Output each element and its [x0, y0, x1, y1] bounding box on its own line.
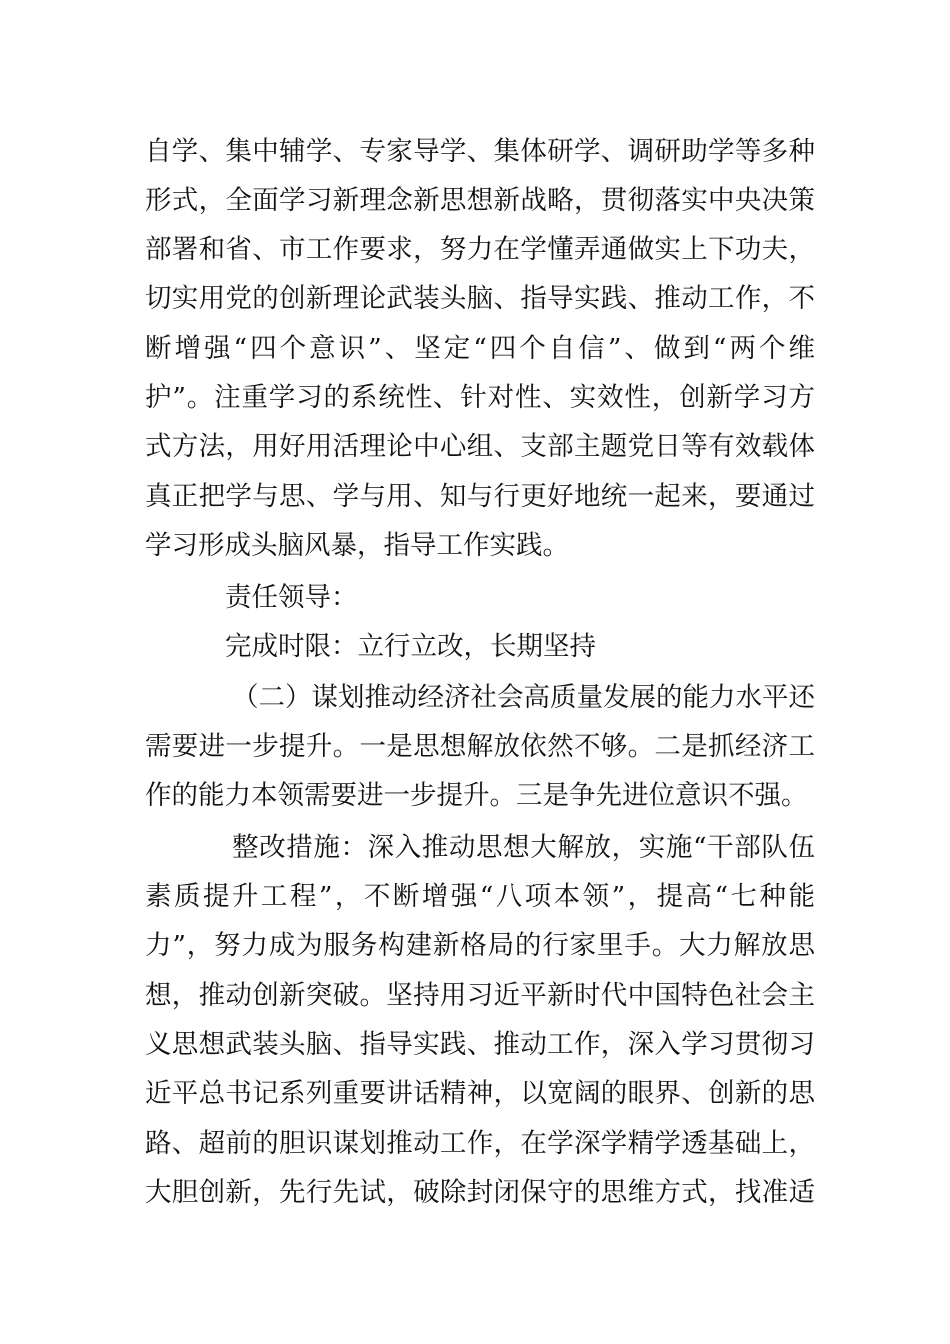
section-heading: （二）谋划推动经济社会高质量发展的能力水平还: [232, 682, 815, 713]
deadline-line: 完成时限：立行立改，长期坚持: [225, 631, 596, 662]
measures-heading: 整改措施：深入推动思想大解放，实施“干部队伍: [232, 832, 815, 863]
text-line: 路、超前的胆识谋划推动工作，在学深学精学透基础上，: [145, 1128, 815, 1159]
text-line: 近平总书记系列重要讲话精神，以宽阔的眼界、创新的思: [145, 1078, 815, 1109]
text-line: 断增强“四个意识”、坚定“四个自信”、做到“两个维: [145, 333, 815, 364]
text-line: 大胆创新，先行先试，破除封闭保守的思维方式，找准适: [145, 1177, 815, 1208]
text-line: 力”，努力成为服务构建新格局的行家里手。大力解放思: [145, 930, 815, 961]
text-line: 真正把学与思、学与用、知与行更好地统一起来，要通过: [145, 481, 815, 512]
text-line: 需要进一步提升。一是思想解放依然不够。二是抓经济工: [145, 731, 815, 762]
text-line: 想，推动创新突破。坚持用习近平新时代中国特色社会主: [145, 980, 815, 1011]
text-line: 部署和省、市工作要求，努力在学懂弄通做实上下功夫，: [145, 234, 815, 265]
text-line: 式方法，用好用活理论中心组、支部主题党日等有效载体: [145, 431, 815, 462]
responsible-leader-label: 责任领导：: [225, 582, 358, 613]
text-line: 护”。注重学习的系统性、针对性、实效性，创新学习方: [145, 382, 815, 413]
text-line: 学习形成头脑风暴，指导工作实践。: [145, 530, 569, 561]
text-line: 形式，全面学习新理念新思想新战略，贯彻落实中央决策: [145, 185, 815, 216]
text-line: 素质提升工程”，不断增强“八项本领”，提高“七种能: [145, 881, 815, 912]
text-line: 自学、集中辅学、专家导学、集体研学、调研助学等多种: [145, 136, 815, 167]
text-line: 作的能力本领需要进一步提升。三是争先进位意识不强。: [145, 780, 808, 811]
text-line: 义思想武装头脑、指导实践、推动工作，深入学习贯彻习: [145, 1029, 815, 1060]
text-line: 切实用党的创新理论武装头脑、指导实践、推动工作，不: [145, 283, 815, 314]
